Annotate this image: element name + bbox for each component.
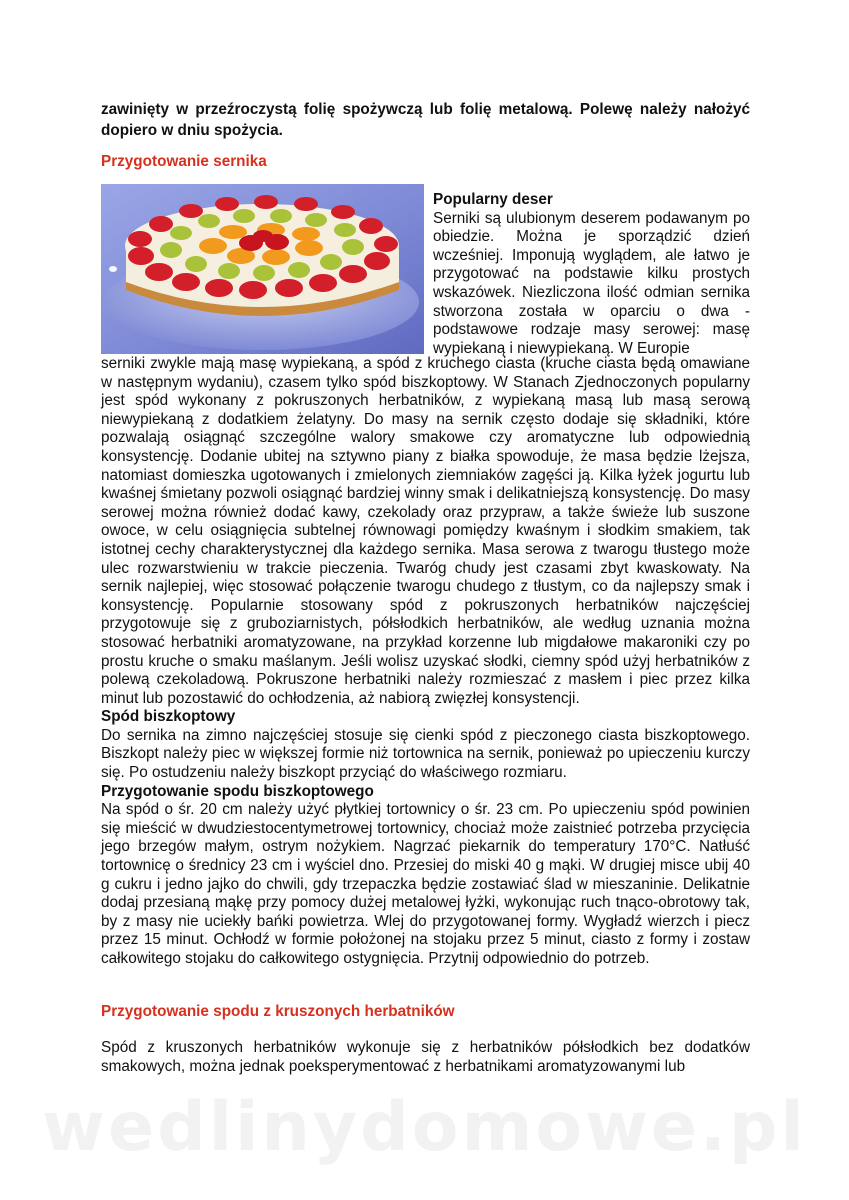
- intro-paragraph: zawinięty w przeźroczystą folię spożywczą lub folię metalową. Polewę należy nałożyć dopiero w dniu spożycia.: [101, 101, 750, 139]
- main-text-block: [101, 355, 750, 969]
- subhead-przygotowanie-spodu: Przygotowanie spodu biszkoptowego: [101, 782, 374, 800]
- wrap-paragraph: Serniki są ulubionym deserem podawanym po obiedzie. Można je sporządzić dzień wcześniej. Imponują wyglądem, ale łatwo je przygotować na podstawie kilku prostych wskazówek. Niezliczona ilość odmian sernika stworzona została w oparciu o dwa - podstawowe rodzaje masy serowej: masę wypiekaną i niewypiekaną. W Europie: [433, 209, 750, 357]
- herbatniki-paragraph: Spód z kruszonych herbatników wykonuje się z herbatników półsłodkich bez dodatków smakowych, można jednak poeksperymentować z herbatnikami aromatyzowanymi lub: [101, 1039, 750, 1075]
- przygotowanie-spodu-paragraph: Na spód o śr. 20 cm należy użyć płytkiej tortownicy o śr. 23 cm. Po upieczeniu spód powinien się mieścić w dwudziestocentymetrowej tortownicy, chociaż może zaistnieć potrzeba przycięcia jego brzegów małym, ostrym nożykiem. Nagrzać piekarnik do temperatury 170°C. Natłuść tortownicę o średnicy 23 cm i wyściel dno. Przesiej do miski 40 g mąki. W drugiej misce ubij 40 g cukru i jedno jajko do chwili, gdy trzepaczka będzie zostawiać ślad w mieszaninie. Delikatnie dodaj przesianą mąkę przy pomocy dużej metalowej łyżki, wykonując ruch tnąco-obrotowy tak, by z masy nie uciekły bańki powietrza. Wlej do przygotowanej formy. Wygładź wierzch i piecz przez 15 minut. Ochłodź w formie położonej na stojaku przez 5 minut, ciasto z formy i zostaw całkowitego stojaku do całkowitego ostygnięcia. Przytnij odpowiednio do potrzeb.: [101, 801, 750, 967]
- intro-column: [433, 191, 750, 358]
- watermark-logo: wedlinydomowe.pl: [42, 1088, 807, 1167]
- section-title-sernik: Przygotowanie sernika: [101, 153, 267, 170]
- section-title-herbatniki: Przygotowanie spodu z kruszonych herbatników: [101, 1003, 455, 1020]
- subhead-popularny-deser: Popularny deser: [433, 191, 553, 208]
- sernik-body-paragraph: serniki zwykle mają masę wypiekaną, a spód z kruchego ciasta (kruche ciasta będą omawiane w następnym wydaniu), czasem tylko spód biszkoptowy. W Stanach Zjednoczonych popularny jest spód wykonany z pokruszonych herbatników, z wypiekaną masą lub masą serową niewypiekaną z dodatkiem żelatyny. Do masy na sernik często dodaje się składniki, które pozwalają osiągnąć szczególne walory smakowe czy aromatyczne lub odpowiednią konsystencję. Dodanie ubitej na sztywno piany z białka spowoduje, że masa będzie lżejsza, natomiast domieszka ugotowanych i zmielonych ziemniaków zagęści ją. Kilka łyżek jogurtu lub kwaśnej śmietany pozwoli osiągnąć bardziej winny smak i delikatniejszą konsystencję. Do masy serowej można również dodać kawy, czekolady oraz przypraw, a także świeże lub suszone owoce, w celu osiągnięcia subtelnej równowagi pomiędzy kwaśnym i słodkim smakiem, tak istotnej cechy charakterystycznej dla każdego sernika. Masa serowa z twarogu tłustego może ulec rozwarstwieniu w trakcie pieczenia. Twaróg chudy jest czasami zbyt kwaskowaty. Na sernik najlepiej, więc stosować połączenie twarogu chudego z tłustym, co da najlepszy smak i konsystencję. Popularnie stosowany spód z pokruszonych herbatników najczęściej przygotowuje się z gruboziarnistych, półsłodkich herbatników, ale według uznania można stosować herbatniki aromatyzowane, na przykład korzenne lub migdałowe makaroniki czy po prostu kruche o smaku maślanym. Jeśli wolisz uzyskać słodki, ciemny spód użyj herbatników z polewą czekoladową. Pokruszone herbatniki należy rozmieszać z masłem i piec przez kilka minut lub pozostawić do ochłodzenia, aż nabiorą zwięzłej konsystencji.: [101, 355, 750, 707]
- spod-biszkoptowy-paragraph: Do sernika na zimno najczęściej stosuje się cienki spód z pieczonego ciasta biszkoptowego. Biszkopt należy piec w większej formie niż tortownica na sernik, ponieważ po upieczeniu kurczy się. Po ostudzeniu należy biszkopt przyciąć do właściwego rozmiaru.: [101, 726, 750, 782]
- subhead-spod-biszkoptowy: Spód biszkoptowy: [101, 708, 236, 726]
- cheesecake-photo: [101, 184, 424, 354]
